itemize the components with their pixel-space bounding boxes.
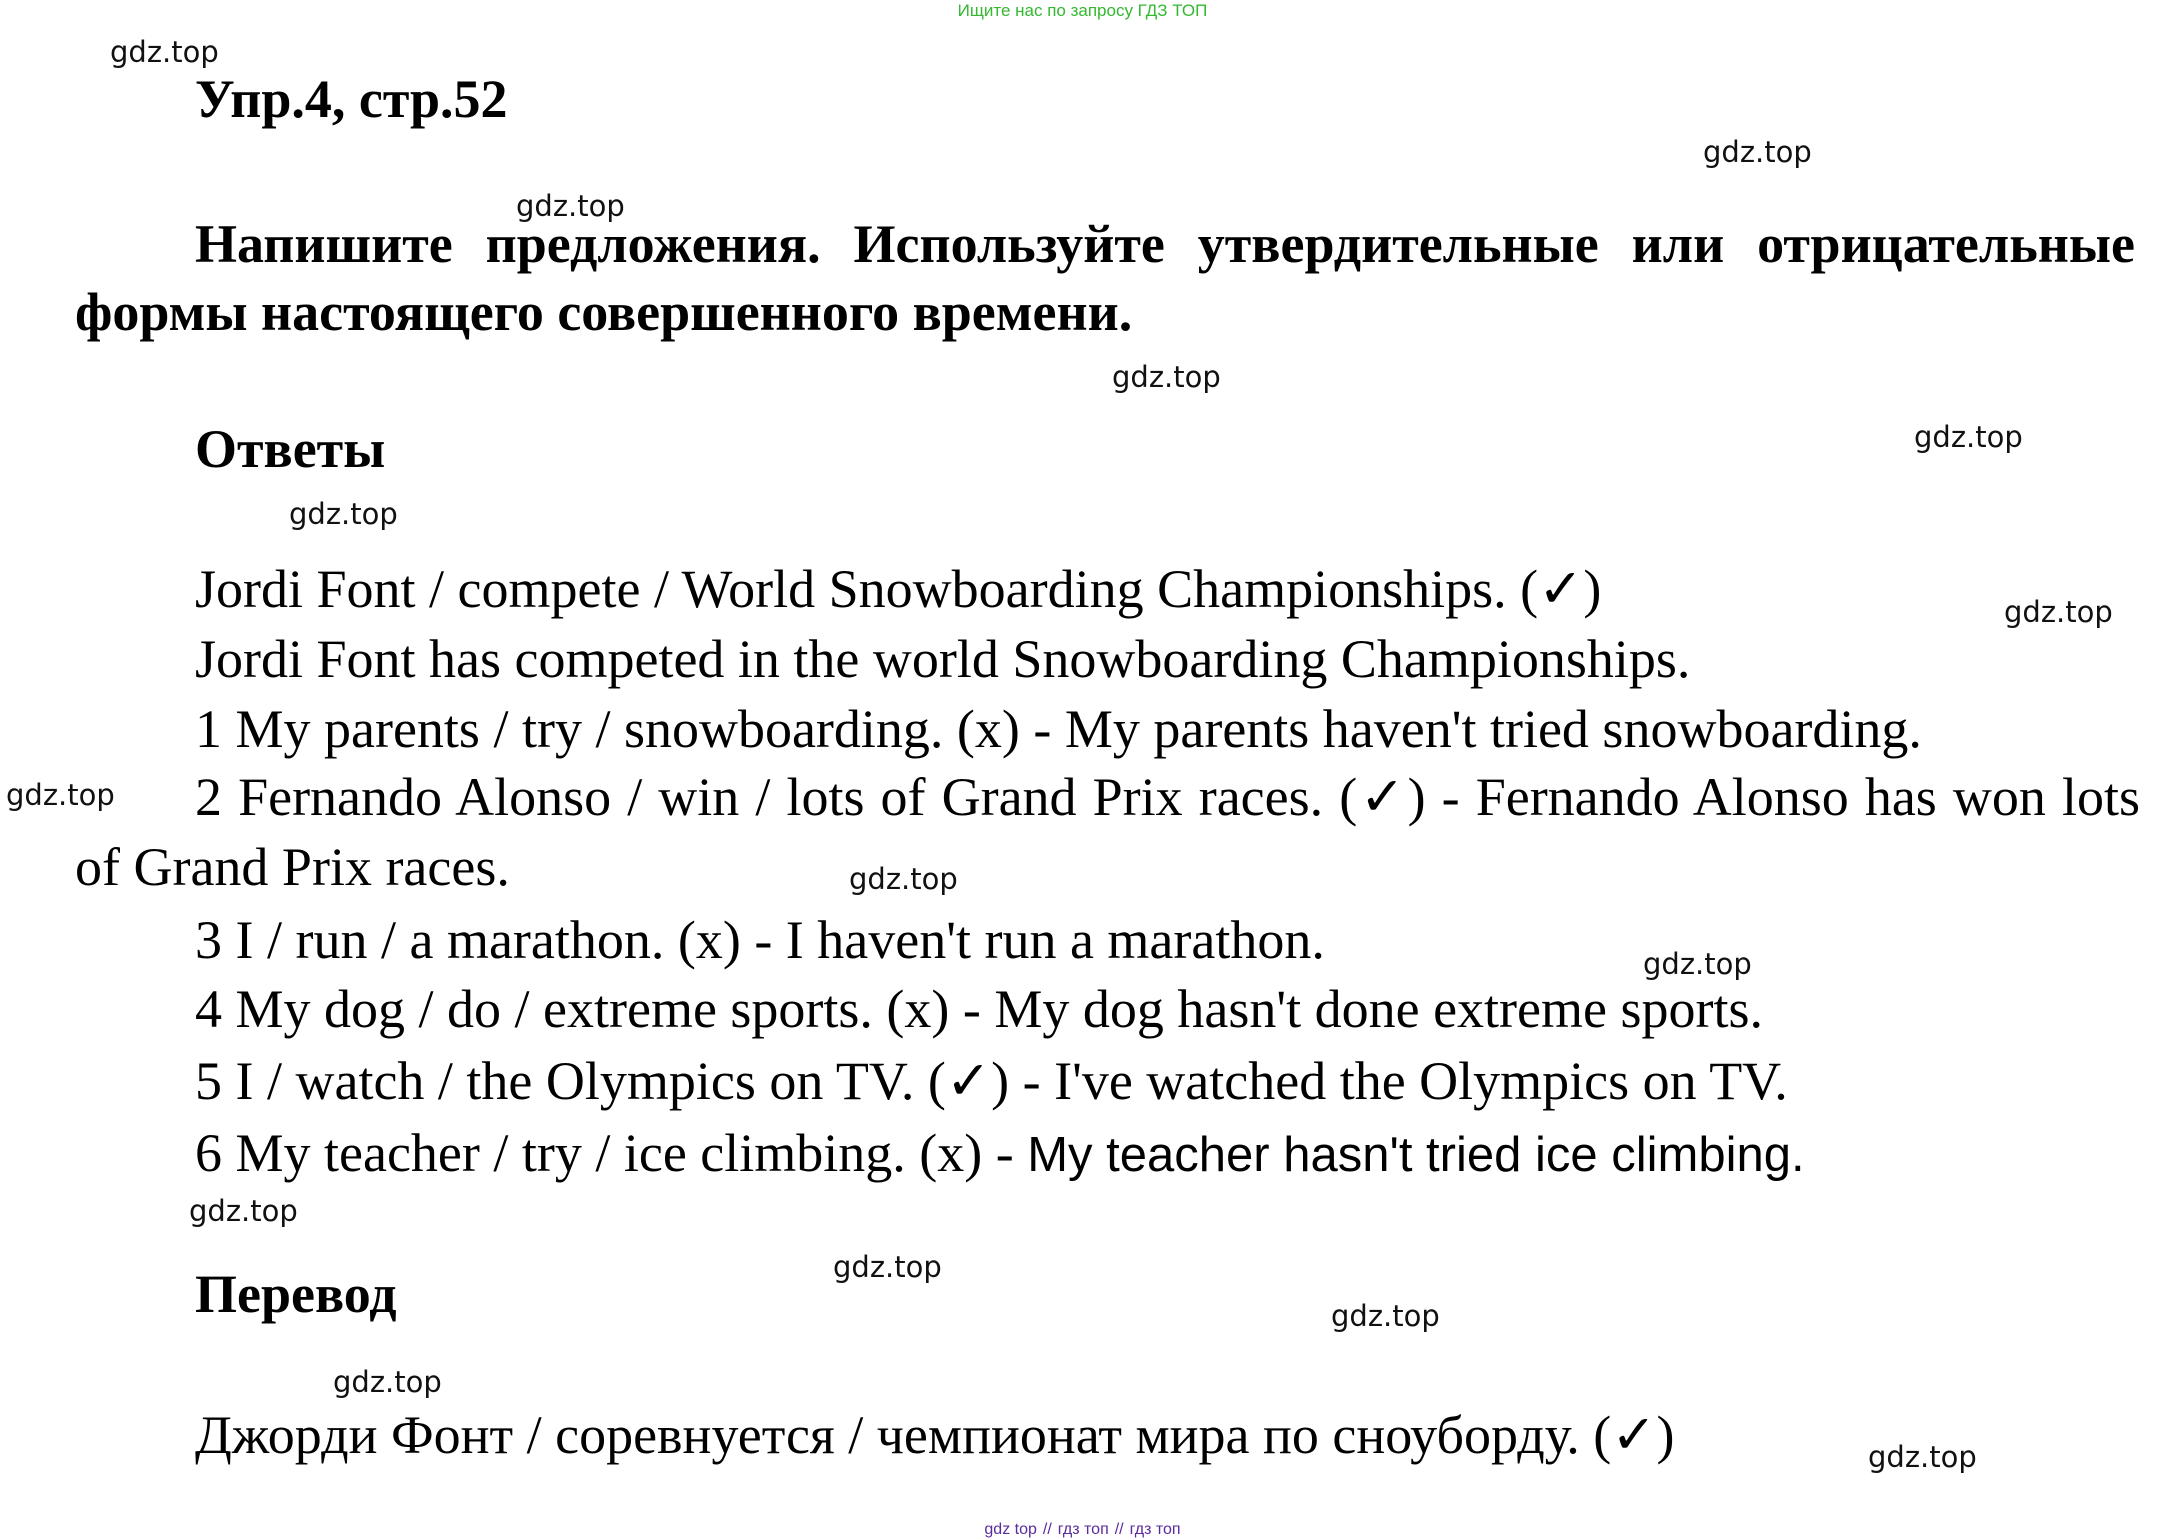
page-title: Упр.4, стр.52 [195, 69, 508, 129]
footer-links [0, 1522, 2165, 1538]
watermark: gdz.top [289, 497, 398, 531]
watermark: gdz.top [1331, 1299, 1440, 1333]
watermark: gdz.top [1703, 135, 1812, 169]
answer-item-1: 1 My parents / try / snowboarding. (x) - My parents haven't tried snowboarding. [195, 699, 1922, 759]
translation-heading: Перевод [195, 1264, 397, 1324]
task-instructions: Напишите предложения. Используйте утвердительные или отрицательные формы настоящего совершенного времени. [75, 214, 2135, 342]
footer-separator: // [1042, 1521, 1052, 1538]
answer-item-2: 2 Fernando Alonso / win / lots of Grand Prix races. (✓) - Fernando Alonso has won lots of Grand Prix races. [75, 767, 2140, 897]
watermark: gdz.top [110, 35, 219, 69]
watermark: gdz.top [2004, 595, 2113, 629]
watermark: gdz.top [833, 1250, 942, 1284]
watermark: gdz.top [1868, 1440, 1977, 1474]
answer-item-3: 3 I / run / a marathon. (x) - I haven't run a marathon. [195, 910, 1325, 970]
footer-link[interactable]: гдз топ [1057, 1521, 1109, 1538]
answer-item-6 [195, 1123, 1805, 1183]
watermark: gdz.top [333, 1365, 442, 1399]
footer-link[interactable]: gdz top [984, 1521, 1037, 1538]
watermark: gdz.top [1112, 360, 1221, 394]
footer-separator: // [1114, 1521, 1124, 1538]
watermark: gdz.top [516, 189, 625, 223]
footer-link[interactable]: гдз топ [1129, 1521, 1181, 1538]
watermark: gdz.top [1914, 420, 2023, 454]
example-prompt: Jordi Font / compete / World Snowboarding Championships. (✓) [195, 559, 1602, 619]
answer-item-5: 5 I / watch / the Olympics on TV. (✓) - I've watched the Olympics on TV. [195, 1051, 1788, 1111]
answer-item-4: 4 My dog / do / extreme sports. (x) - My dog hasn't done extreme sports. [195, 979, 1763, 1039]
watermark: gdz.top [1643, 947, 1752, 981]
watermark: gdz.top [189, 1194, 298, 1228]
translation-line: Джорди Фонт / соревнуется / чемпионат мира по сноуборду. (✓) [195, 1405, 1675, 1465]
answer-item-6-answer: My teacher hasn't tried ice climbing. [1027, 1128, 1805, 1182]
answer-item-6-prompt: 6 My teacher / try / ice climbing. (x) - [195, 1123, 1028, 1183]
watermark: gdz.top [849, 862, 958, 896]
search-hint-link[interactable]: Ищите нас по запросу ГДЗ ТОП [957, 1, 1208, 20]
answers-heading: Ответы [195, 419, 386, 479]
example-answer: Jordi Font has competed in the world Snowboarding Championships. [195, 629, 1691, 689]
watermark: gdz.top [6, 778, 115, 812]
